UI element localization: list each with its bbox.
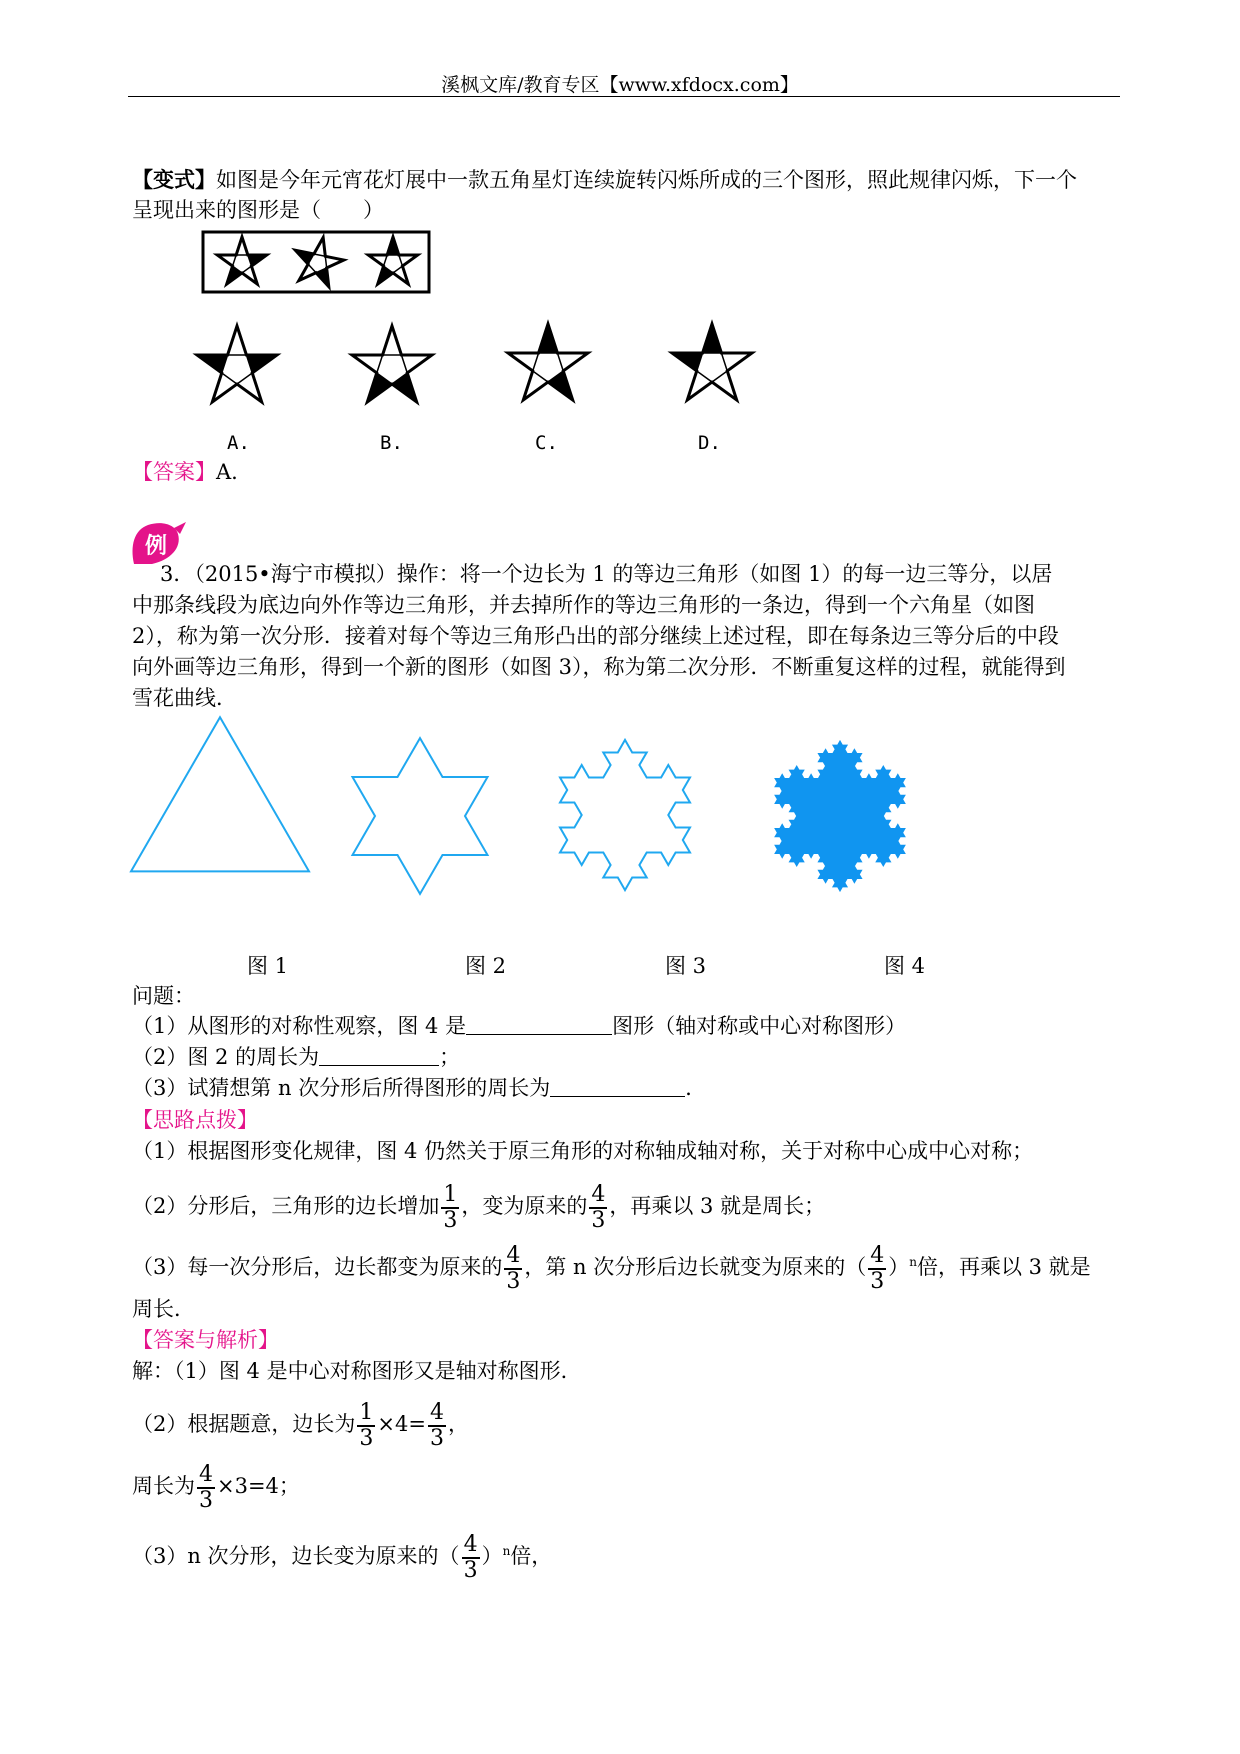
answer-blank-2 (319, 1043, 439, 1066)
star-inner-pentagon (697, 353, 728, 382)
solution-3: 周长为 $\frac{4}{3}$ ×3=4； (132, 1461, 300, 1513)
fraction-four-thirds: $\frac{4}{3}$ (870, 1242, 885, 1294)
sequence-star-1 (217, 237, 266, 284)
figure-1-triangle (131, 717, 309, 871)
fraction-one-third: $\frac{1}{3}$ (443, 1181, 458, 1233)
star-outline (197, 326, 277, 402)
sequence-star-2 (295, 238, 343, 287)
answer-tag: 【答案】 (132, 460, 216, 484)
hint-2: （2）分形后，三角形的边长增加 $\frac{1}{3}$ ，变为原来的 $\frac{4}{3}$ ，再乘以 3 就是周长； (132, 1181, 826, 1233)
option-c: C. (535, 432, 558, 454)
solution-tag: 【答案与解析】 (132, 1328, 279, 1352)
star-inner-pentagon (222, 355, 253, 384)
option-d: D. (698, 432, 721, 454)
star-outline (217, 237, 266, 284)
option-b: B. (380, 432, 403, 454)
option-a-star (197, 326, 277, 402)
variant-line-2: 呈现出来的图形是（ ） (132, 198, 384, 222)
fraction-four-thirds: $\frac{4}{3}$ (199, 1461, 213, 1513)
variant-line-1: 【变式】如图是今年元宵花灯展中一款五角星灯连续旋转闪烁所成的三个图形，照此规律闪烁，下一个 (132, 167, 1077, 192)
caption-figure-2: 图 2 (465, 954, 507, 978)
answer-blank-3 (550, 1074, 685, 1097)
answer-blank-1 (466, 1012, 612, 1035)
question-3: （3）试猜想第 n 次分形后所得图形的周长为 ． (132, 1076, 707, 1100)
star-outline (352, 326, 432, 402)
example-p1: 3．（2015•海宁市模拟）操作：将一个边长为 1 的等边三角形（如图 1）的每一边三等分，以居 (160, 562, 1053, 586)
star-outline (295, 238, 343, 287)
fraction-one-third: $\frac{1}{3}$ (359, 1399, 374, 1451)
fraction-four-thirds: $\frac{4}{3}$ (463, 1531, 478, 1583)
option-b-star (352, 326, 432, 402)
star-figures (0, 0, 1240, 470)
caption-figure-4: 图 4 (884, 954, 926, 978)
caption-figure-3: 图 3 (665, 954, 707, 978)
figure-3-koch-curve (560, 740, 690, 890)
example-p4: 向外画等边三角形，得到一个新的图形（如图 3），称为第二次分形．不断重复这样的过程，就能得到 (132, 655, 1066, 679)
figure-2-hexagram (353, 738, 488, 894)
fraction-four-thirds: $\frac{4}{3}$ (591, 1181, 606, 1233)
option-c-star (508, 324, 588, 400)
page-header: 溪枫文库/教育专区【www.xfdocx.com】 (441, 74, 799, 96)
figure-4-koch-snowflake (775, 741, 905, 891)
fraction-four-thirds: $\frac{4}{3}$ (506, 1242, 521, 1294)
solution-2: （2）根据题意，边长为 $\frac{1}{3}$ ×4= $\frac{4}{3}$ ， (132, 1399, 469, 1451)
variant-tag: 【变式】 (132, 167, 216, 192)
sequence-star-3 (368, 237, 417, 284)
variant-answer: 【答案】A. (132, 460, 238, 484)
question-1: （1）从图形的对称性观察，图 4 是 图形（轴对称或中心对称图形） (132, 1014, 907, 1038)
option-d-star (672, 324, 752, 400)
caption-figure-1: 图 1 (247, 954, 289, 978)
hint-3: （3）每一次分形后，边长都变为原来的 $\frac{4}{3}$ ，第 n 次分形后边长就变为原来的（ $\frac{4}{3}$ ）$^n$倍，再乘以 3 就是 (132, 1242, 1091, 1294)
hint-1: （1）根据图形变化规律，图 4 仍然关于原三角形的对称轴成轴对称，关于对称中心成中心对称； (132, 1139, 1034, 1163)
hint-tag: 【思路点拨】 (132, 1108, 258, 1132)
hint-3-continued: 周长． (132, 1297, 195, 1321)
question-label: 问题： (132, 984, 195, 1008)
solution-1: 解：（1）图 4 是中心对称图形又是轴对称图形． (132, 1359, 582, 1383)
option-a: A. (227, 432, 250, 454)
example-p5: 雪花曲线． (132, 686, 237, 710)
fraction-four-thirds: $\frac{4}{3}$ (429, 1399, 444, 1451)
example-p2: 中那条线段为底边向外作等边三角形，并去掉所作的等边三角形的一条边，得到一个六角星（如图 (132, 593, 1035, 617)
solution-4: （3）n 次分形，边长变为原来的（ $\frac{4}{3}$ ）$^n$倍， (132, 1531, 553, 1583)
koch-figures (0, 700, 1240, 940)
question-2: （2）图 2 的周长为 ； (132, 1045, 461, 1069)
example-badge-label: 例 (144, 534, 168, 559)
example-p3: 2），称为第一次分形．接着对每个等边三角形凸出的部分继续上述过程，即在每条边三等分后的中段 (132, 624, 1059, 648)
